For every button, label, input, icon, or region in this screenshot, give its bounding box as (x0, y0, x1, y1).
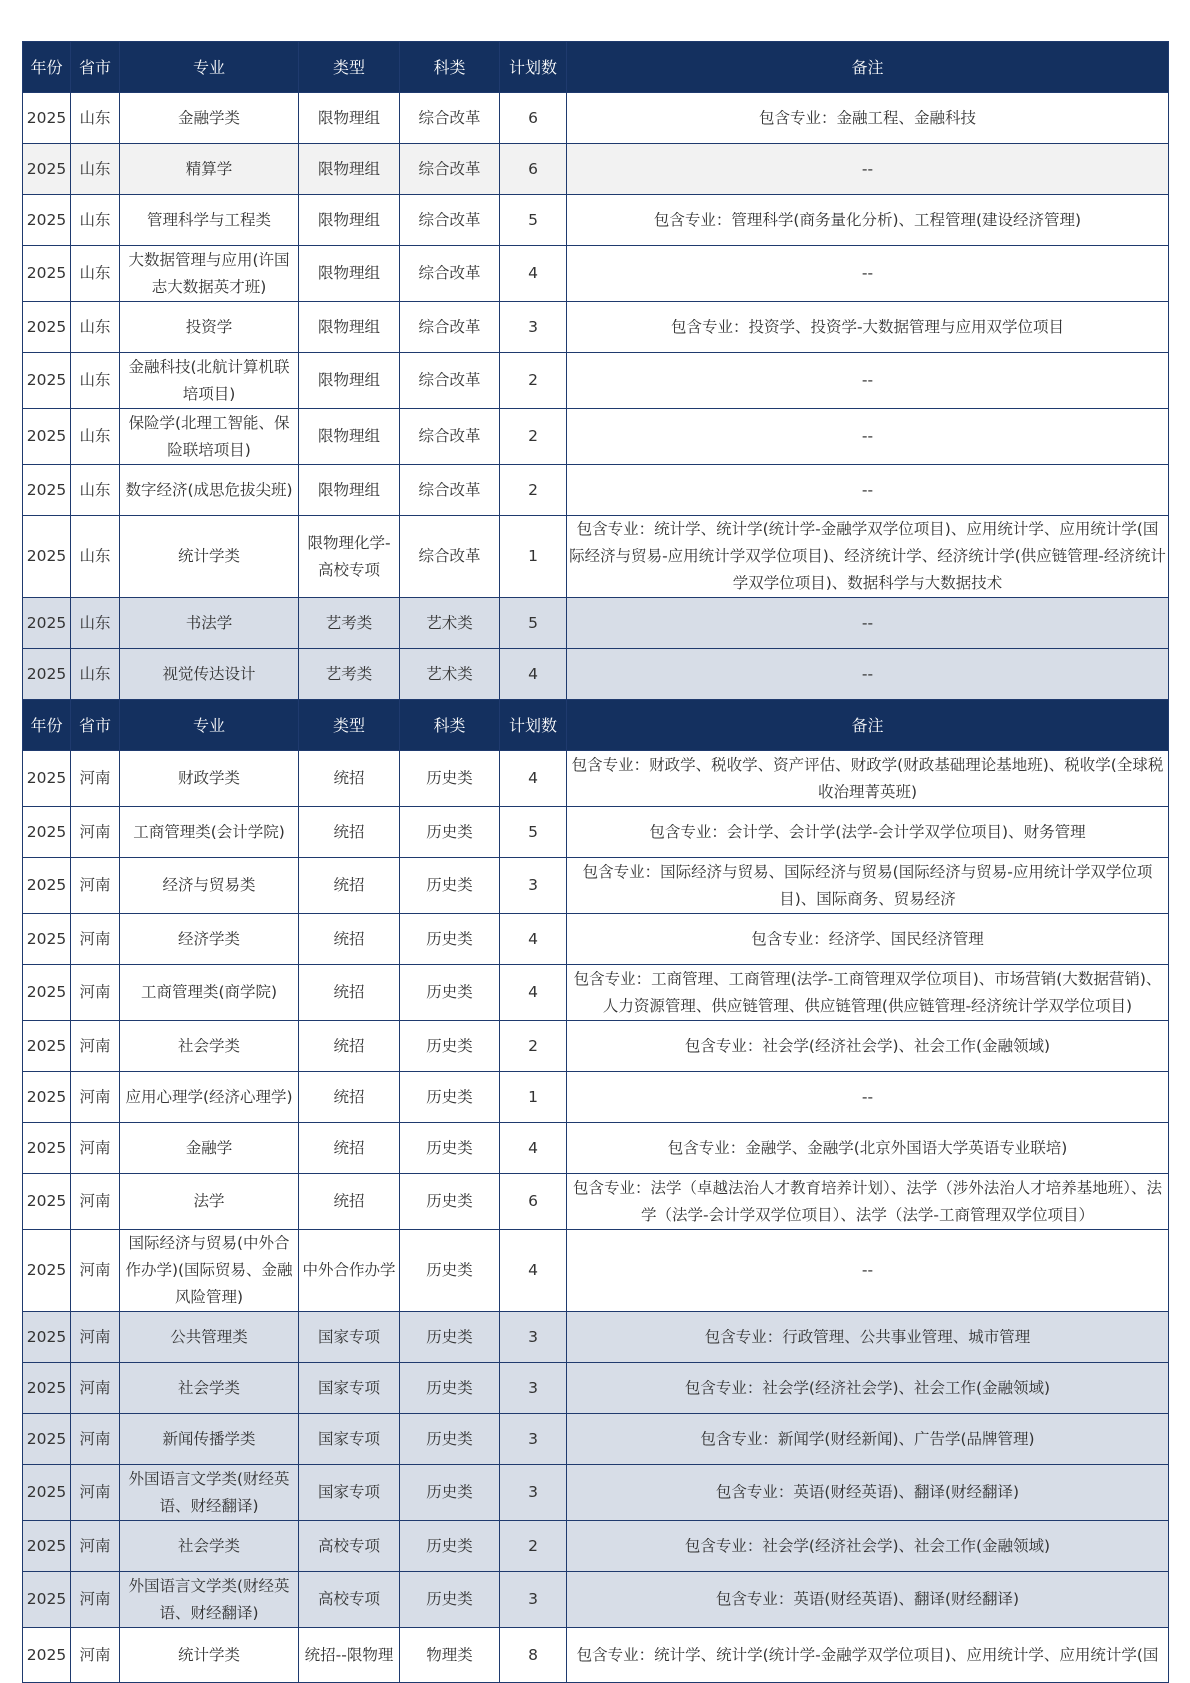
cell-type: 统招 (299, 858, 400, 914)
table-row (23, 751, 1169, 807)
cell-province: 山东 (71, 353, 120, 409)
cell-category: 历史类 (400, 1072, 500, 1123)
cell-plan-count: 3 (500, 1414, 567, 1465)
table-row (23, 516, 1169, 598)
table-row (23, 1072, 1169, 1123)
cell-category: 艺术类 (400, 649, 500, 700)
cell-plan-count: 4 (500, 1230, 567, 1312)
cell-province: 河南 (71, 858, 120, 914)
cell-plan-count: 8 (500, 1628, 567, 1683)
cell-major: 外国语言文学类(财经英语、财经翻译) (120, 1572, 299, 1628)
cell-major: 国际经济与贸易(中外合作办学)(国际贸易、金融风险管理) (120, 1230, 299, 1312)
cell-category: 艺术类 (400, 598, 500, 649)
cell-province: 河南 (71, 1174, 120, 1230)
cell-category: 历史类 (400, 914, 500, 965)
header-remarks: 备注 (567, 42, 1169, 93)
cell-category: 综合改革 (400, 516, 500, 598)
cell-major: 财政学类 (120, 751, 299, 807)
header-type: 类型 (299, 42, 400, 93)
table-row (23, 302, 1169, 353)
cell-remarks: 包含专业：行政管理、公共事业管理、城市管理 (567, 1312, 1169, 1363)
cell-major: 应用心理学(经济心理学) (120, 1072, 299, 1123)
cell-major: 视觉传达设计 (120, 649, 299, 700)
table-row (23, 1363, 1169, 1414)
cell-type: 高校专项 (299, 1572, 400, 1628)
cell-category: 历史类 (400, 1465, 500, 1521)
cell-year: 2025 (23, 1230, 71, 1312)
header-year: 年份 (23, 42, 71, 93)
cell-plan-count: 4 (500, 914, 567, 965)
header-major: 专业 (120, 700, 299, 751)
header-category: 科类 (400, 700, 500, 751)
cell-type: 艺考类 (299, 649, 400, 700)
cell-province: 山东 (71, 144, 120, 195)
cell-remarks: -- (567, 1230, 1169, 1312)
table-row (23, 1465, 1169, 1521)
cell-plan-count: 3 (500, 858, 567, 914)
cell-province: 河南 (71, 914, 120, 965)
cell-year: 2025 (23, 914, 71, 965)
cell-category: 历史类 (400, 858, 500, 914)
cell-year: 2025 (23, 1363, 71, 1414)
cell-type: 国家专项 (299, 1363, 400, 1414)
cell-province: 河南 (71, 751, 120, 807)
cell-year: 2025 (23, 1572, 71, 1628)
cell-year: 2025 (23, 1123, 71, 1174)
table-row (23, 965, 1169, 1021)
cell-category: 历史类 (400, 1572, 500, 1628)
cell-category: 历史类 (400, 1123, 500, 1174)
cell-type: 统招 (299, 1072, 400, 1123)
cell-plan-count: 2 (500, 353, 567, 409)
cell-type: 限物理组 (299, 353, 400, 409)
header-plan-count: 计划数 (500, 42, 567, 93)
cell-year: 2025 (23, 858, 71, 914)
cell-remarks: 包含专业：财政学、税收学、资产评估、财政学(财政基础理论基地班)、税收学(全球税收治理菁英班) (567, 751, 1169, 807)
table-row (23, 1174, 1169, 1230)
cell-major: 统计学类 (120, 516, 299, 598)
cell-major: 统计学类 (120, 1628, 299, 1683)
cell-remarks: -- (567, 246, 1169, 302)
cell-year: 2025 (23, 195, 71, 246)
table-row (23, 598, 1169, 649)
cell-remarks: 包含专业：英语(财经英语)、翻译(财经翻译) (567, 1465, 1169, 1521)
table-row (23, 649, 1169, 700)
cell-major: 金融学类 (120, 93, 299, 144)
cell-province: 山东 (71, 649, 120, 700)
cell-major: 社会学类 (120, 1363, 299, 1414)
cell-year: 2025 (23, 1174, 71, 1230)
table-row (23, 465, 1169, 516)
cell-category: 历史类 (400, 1363, 500, 1414)
cell-year: 2025 (23, 1312, 71, 1363)
cell-plan-count: 3 (500, 302, 567, 353)
cell-plan-count: 4 (500, 246, 567, 302)
cell-province: 河南 (71, 1363, 120, 1414)
cell-remarks: 包含专业：英语(财经英语)、翻译(财经翻译) (567, 1572, 1169, 1628)
table-row (23, 246, 1169, 302)
cell-year: 2025 (23, 1072, 71, 1123)
cell-remarks: 包含专业：经济学、国民经济管理 (567, 914, 1169, 965)
cell-year: 2025 (23, 807, 71, 858)
table-row (23, 1123, 1169, 1174)
cell-year: 2025 (23, 93, 71, 144)
cell-province: 山东 (71, 302, 120, 353)
cell-province: 山东 (71, 598, 120, 649)
cell-plan-count: 1 (500, 516, 567, 598)
cell-major: 数字经济(成思危拔尖班) (120, 465, 299, 516)
cell-category: 历史类 (400, 751, 500, 807)
cell-type: 国家专项 (299, 1414, 400, 1465)
header-type: 类型 (299, 700, 400, 751)
cell-major: 社会学类 (120, 1021, 299, 1072)
cell-type: 限物理组 (299, 246, 400, 302)
cell-major: 公共管理类 (120, 1312, 299, 1363)
cell-province: 河南 (71, 1465, 120, 1521)
cell-major: 社会学类 (120, 1521, 299, 1572)
cell-type: 限物理化学-高校专项 (299, 516, 400, 598)
cell-major: 工商管理类(会计学院) (120, 807, 299, 858)
cell-major: 金融科技(北航计算机联培项目) (120, 353, 299, 409)
cell-category: 历史类 (400, 1174, 500, 1230)
cell-category: 综合改革 (400, 465, 500, 516)
cell-remarks: 包含专业：工商管理、工商管理(法学-工商管理双学位项目)、市场营销(大数据营销)、人力资源管理、供应链管理、供应链管理(供应链管理-经济统计学双学位项目) (567, 965, 1169, 1021)
cell-type: 统招 (299, 965, 400, 1021)
cell-plan-count: 5 (500, 807, 567, 858)
cell-plan-count: 4 (500, 751, 567, 807)
cell-remarks: -- (567, 353, 1169, 409)
cell-year: 2025 (23, 246, 71, 302)
cell-major: 经济与贸易类 (120, 858, 299, 914)
cell-major: 管理科学与工程类 (120, 195, 299, 246)
cell-type: 统招 (299, 807, 400, 858)
cell-major: 工商管理类(商学院) (120, 965, 299, 1021)
cell-major: 精算学 (120, 144, 299, 195)
cell-province: 河南 (71, 965, 120, 1021)
cell-type: 统招 (299, 914, 400, 965)
cell-province: 河南 (71, 807, 120, 858)
cell-province: 山东 (71, 409, 120, 465)
cell-type: 限物理组 (299, 465, 400, 516)
cell-category: 综合改革 (400, 353, 500, 409)
cell-type: 统招 (299, 1021, 400, 1072)
cell-major: 经济学类 (120, 914, 299, 965)
cell-province: 河南 (71, 1123, 120, 1174)
cell-type: 限物理组 (299, 409, 400, 465)
table-body (23, 42, 1169, 1683)
cell-remarks: 包含专业：金融工程、金融科技 (567, 93, 1169, 144)
cell-category: 历史类 (400, 1312, 500, 1363)
cell-category: 综合改革 (400, 246, 500, 302)
cell-province: 河南 (71, 1312, 120, 1363)
cell-plan-count: 6 (500, 93, 567, 144)
cell-plan-count: 2 (500, 465, 567, 516)
cell-province: 山东 (71, 465, 120, 516)
cell-plan-count: 1 (500, 1072, 567, 1123)
table-row (23, 144, 1169, 195)
cell-year: 2025 (23, 409, 71, 465)
cell-province: 河南 (71, 1230, 120, 1312)
cell-type: 统招 (299, 751, 400, 807)
cell-plan-count: 4 (500, 965, 567, 1021)
cell-plan-count: 5 (500, 195, 567, 246)
cell-major: 外国语言文学类(财经英语、财经翻译) (120, 1465, 299, 1521)
cell-plan-count: 2 (500, 1021, 567, 1072)
cell-remarks: 包含专业：投资学、投资学-大数据管理与应用双学位项目 (567, 302, 1169, 353)
cell-year: 2025 (23, 1414, 71, 1465)
cell-type: 统招 (299, 1123, 400, 1174)
cell-province: 河南 (71, 1072, 120, 1123)
cell-province: 山东 (71, 195, 120, 246)
cell-remarks: 包含专业：会计学、会计学(法学-会计学双学位项目)、财务管理 (567, 807, 1169, 858)
cell-remarks: -- (567, 1072, 1169, 1123)
cell-remarks: -- (567, 409, 1169, 465)
cell-year: 2025 (23, 649, 71, 700)
cell-plan-count: 3 (500, 1363, 567, 1414)
table-row (23, 1021, 1169, 1072)
table-row (23, 858, 1169, 914)
cell-type: 统招--限物理 (299, 1628, 400, 1683)
cell-major: 大数据管理与应用(许国志大数据英才班) (120, 246, 299, 302)
header-category: 科类 (400, 42, 500, 93)
table-row (23, 353, 1169, 409)
cell-year: 2025 (23, 465, 71, 516)
cell-plan-count: 5 (500, 598, 567, 649)
cell-remarks: 包含专业：新闻学(财经新闻)、广告学(品牌管理) (567, 1414, 1169, 1465)
header-remarks: 备注 (567, 700, 1169, 751)
cell-year: 2025 (23, 751, 71, 807)
cell-category: 历史类 (400, 1521, 500, 1572)
cell-category: 综合改革 (400, 302, 500, 353)
header-plan-count: 计划数 (500, 700, 567, 751)
cell-remarks: -- (567, 598, 1169, 649)
cell-type: 限物理组 (299, 93, 400, 144)
cell-province: 河南 (71, 1414, 120, 1465)
cell-year: 2025 (23, 353, 71, 409)
cell-plan-count: 4 (500, 649, 567, 700)
cell-category: 综合改革 (400, 93, 500, 144)
cell-province: 山东 (71, 246, 120, 302)
cell-plan-count: 4 (500, 1123, 567, 1174)
cell-year: 2025 (23, 1521, 71, 1572)
cell-type: 国家专项 (299, 1465, 400, 1521)
cell-category: 综合改革 (400, 144, 500, 195)
cell-plan-count: 2 (500, 1521, 567, 1572)
cell-type: 中外合作办学 (299, 1230, 400, 1312)
cell-plan-count: 6 (500, 144, 567, 195)
table-row (23, 409, 1169, 465)
cell-category: 综合改革 (400, 195, 500, 246)
cell-major: 新闻传播学类 (120, 1414, 299, 1465)
cell-category: 历史类 (400, 1414, 500, 1465)
cell-plan-count: 2 (500, 409, 567, 465)
cell-major: 书法学 (120, 598, 299, 649)
cell-remarks: 包含专业：管理科学(商务量化分析)、工程管理(建设经济管理) (567, 195, 1169, 246)
cell-remarks: 包含专业：金融学、金融学(北京外国语大学英语专业联培) (567, 1123, 1169, 1174)
cell-remarks: 包含专业：国际经济与贸易、国际经济与贸易(国际经济与贸易-应用统计学双学位项目)、国际商务、贸易经济 (567, 858, 1169, 914)
cell-year: 2025 (23, 1021, 71, 1072)
header-major: 专业 (120, 42, 299, 93)
table-row (23, 93, 1169, 144)
cell-province: 河南 (71, 1521, 120, 1572)
cell-plan-count: 3 (500, 1465, 567, 1521)
cell-year: 2025 (23, 1465, 71, 1521)
cell-type: 艺考类 (299, 598, 400, 649)
cell-major: 法学 (120, 1174, 299, 1230)
cell-province: 山东 (71, 93, 120, 144)
table-row (23, 1230, 1169, 1312)
cell-category: 物理类 (400, 1628, 500, 1683)
cell-type: 高校专项 (299, 1521, 400, 1572)
table-row (23, 1312, 1169, 1363)
cell-year: 2025 (23, 144, 71, 195)
cell-remarks: 包含专业：社会学(经济社会学)、社会工作(金融领域) (567, 1521, 1169, 1572)
cell-type: 限物理组 (299, 195, 400, 246)
cell-remarks: 包含专业：社会学(经济社会学)、社会工作(金融领域) (567, 1363, 1169, 1414)
cell-category: 历史类 (400, 1230, 500, 1312)
table-row (23, 1414, 1169, 1465)
cell-remarks: -- (567, 144, 1169, 195)
cell-major: 保险学(北理工智能、保险联培项目) (120, 409, 299, 465)
cell-remarks: -- (567, 465, 1169, 516)
table-header-row (23, 42, 1169, 93)
table-row (23, 807, 1169, 858)
cell-category: 历史类 (400, 807, 500, 858)
cell-province: 河南 (71, 1021, 120, 1072)
table-row (23, 1628, 1169, 1683)
admission-plan-table (22, 41, 1169, 1683)
table-row (23, 195, 1169, 246)
cell-province: 河南 (71, 1572, 120, 1628)
table-row (23, 1521, 1169, 1572)
cell-type: 限物理组 (299, 144, 400, 195)
cell-remarks: 包含专业：统计学、统计学(统计学-金融学双学位项目)、应用统计学、应用统计学(国际经济与贸易-应用统计学双学位项目)、经济统计学、经济统计学(供应链管理-经济统计学双学位项目)、数据科学与大数据技术 (567, 516, 1169, 598)
cell-plan-count: 6 (500, 1174, 567, 1230)
cell-year: 2025 (23, 302, 71, 353)
cell-major: 投资学 (120, 302, 299, 353)
cell-year: 2025 (23, 965, 71, 1021)
cell-remarks: 包含专业：法学（卓越法治人才教育培养计划）、法学（涉外法治人才培养基地班）、法学（法学-会计学双学位项目）、法学（法学-工商管理双学位项目） (567, 1174, 1169, 1230)
cell-province: 河南 (71, 1628, 120, 1683)
cell-year: 2025 (23, 598, 71, 649)
cell-category: 历史类 (400, 1021, 500, 1072)
cell-remarks: -- (567, 649, 1169, 700)
cell-year: 2025 (23, 1628, 71, 1683)
header-year: 年份 (23, 700, 71, 751)
header-province: 省市 (71, 700, 120, 751)
cell-category: 历史类 (400, 965, 500, 1021)
table-row (23, 914, 1169, 965)
cell-type: 限物理组 (299, 302, 400, 353)
cell-remarks: 包含专业：社会学(经济社会学)、社会工作(金融领域) (567, 1021, 1169, 1072)
cell-category: 综合改革 (400, 409, 500, 465)
cell-major: 金融学 (120, 1123, 299, 1174)
cell-plan-count: 3 (500, 1312, 567, 1363)
cell-plan-count: 3 (500, 1572, 567, 1628)
cell-remarks: 包含专业：统计学、统计学(统计学-金融学双学位项目)、应用统计学、应用统计学(国 (567, 1628, 1169, 1683)
table-row (23, 1572, 1169, 1628)
cell-province: 山东 (71, 516, 120, 598)
header-province: 省市 (71, 42, 120, 93)
cell-year: 2025 (23, 516, 71, 598)
cell-type: 国家专项 (299, 1312, 400, 1363)
cell-type: 统招 (299, 1174, 400, 1230)
table-header-row (23, 700, 1169, 751)
